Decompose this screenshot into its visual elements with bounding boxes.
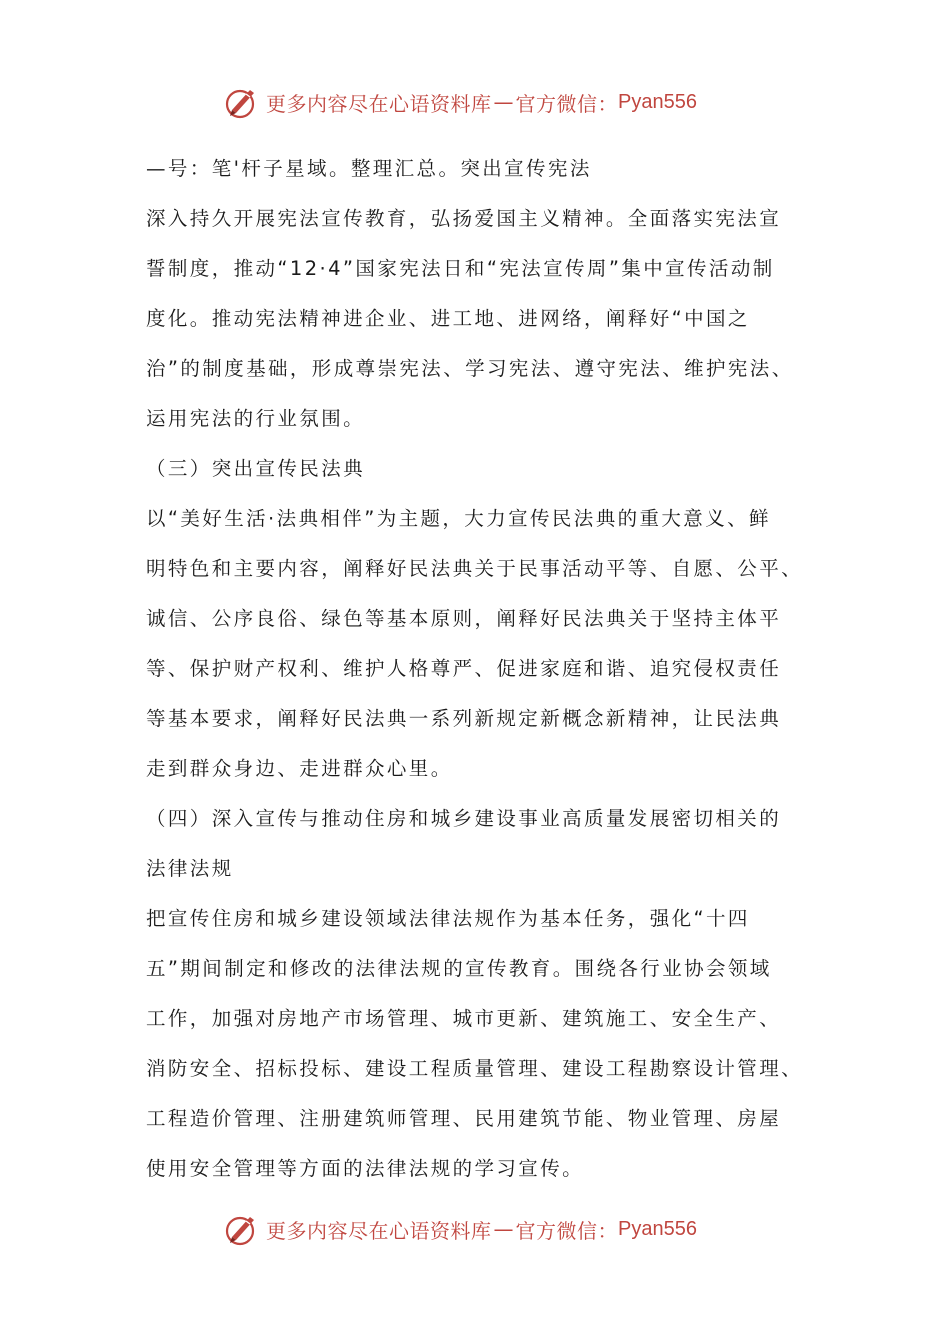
text-line: 深入持久开展宪法宣传教育，弘扬爱国主义精神。全面落实宪法宣 (146, 207, 782, 230)
banner-text: 更多内容尽在心语资料库 (266, 91, 492, 116)
banner-contact-id: Pyan556 (618, 90, 697, 113)
document-body (146, 144, 826, 1194)
text-line: —号：笔'杆子星域。整理汇总。突出宣传宪法 (146, 157, 592, 180)
text-line: 诚信、公序良俗、绿色等基本原则，阐释好民法典关于坚持主体平 (146, 607, 782, 630)
pen-logo-icon (224, 1211, 260, 1247)
banner-separator: — (493, 90, 514, 114)
text-line: 把宣传住房和城乡建设领域法律法规作为基本任务，强化“十四 (146, 907, 750, 930)
banner-separator: — (493, 1217, 514, 1241)
text-line: 等、保护财产权利、维护人格尊严、促进家庭和谐、追究侵权责任 (146, 657, 782, 680)
text-line: 运用宪法的行业氛围。 (146, 407, 366, 430)
text-line: 五”期间制定和修改的法律法规的宣传教育。围绕各行业协会领域 (146, 957, 772, 980)
section-heading: （三）突出宣传民法典 (146, 457, 366, 480)
text-line: 消防安全、招标投标、建设工程质量管理、建设工程勘察设计管理、 (146, 1057, 804, 1080)
text-line: 使用安全管理等方面的法律法规的学习宣传。 (146, 1157, 585, 1180)
banner-contact-id: Pyan556 (618, 1217, 697, 1240)
text-line: 等基本要求，阐释好民法典一系列新规定新概念新精神，让民法典 (146, 707, 782, 730)
section-heading: （四）深入宣传与推动住房和城乡建设事业高质量发展密切相关的 (146, 807, 782, 830)
text-line: 走到群众身边、走进群众心里。 (146, 757, 453, 780)
banner-contact-label: 官方微信： (515, 91, 618, 116)
text-line: 工程造价管理、注册建筑师管理、民用建筑节能、物业管理、房屋 (146, 1107, 782, 1130)
pen-logo-icon (224, 84, 260, 120)
banner-text: 更多内容尽在心语资料库 (266, 1218, 492, 1243)
text-line: 誓制度，推动“12·4”国家宪法日和“宪法宣传周”集中宣传活动制 (146, 257, 775, 280)
text-line: 明特色和主要内容，阐释好民法典关于民事活动平等、自愿、公平、 (146, 557, 804, 580)
banner-contact-label: 官方微信： (515, 1218, 618, 1243)
text-line: 度化。推动宪法精神进企业、进工地、进网络，阐释好“中国之 (146, 307, 750, 330)
text-line: 以“美好生活·法典相伴”为主题，大力宣传民法典的重大意义、鲜 (146, 507, 771, 530)
section-heading: 法律法规 (146, 857, 234, 880)
header-banner (224, 82, 697, 122)
footer-banner (224, 1209, 697, 1249)
text-line: 治”的制度基础，形成尊崇宪法、学习宪法、遵守宪法、维护宪法、 (146, 357, 794, 380)
text-line: 工作，加强对房地产市场管理、城市更新、建筑施工、安全生产、 (146, 1007, 782, 1030)
